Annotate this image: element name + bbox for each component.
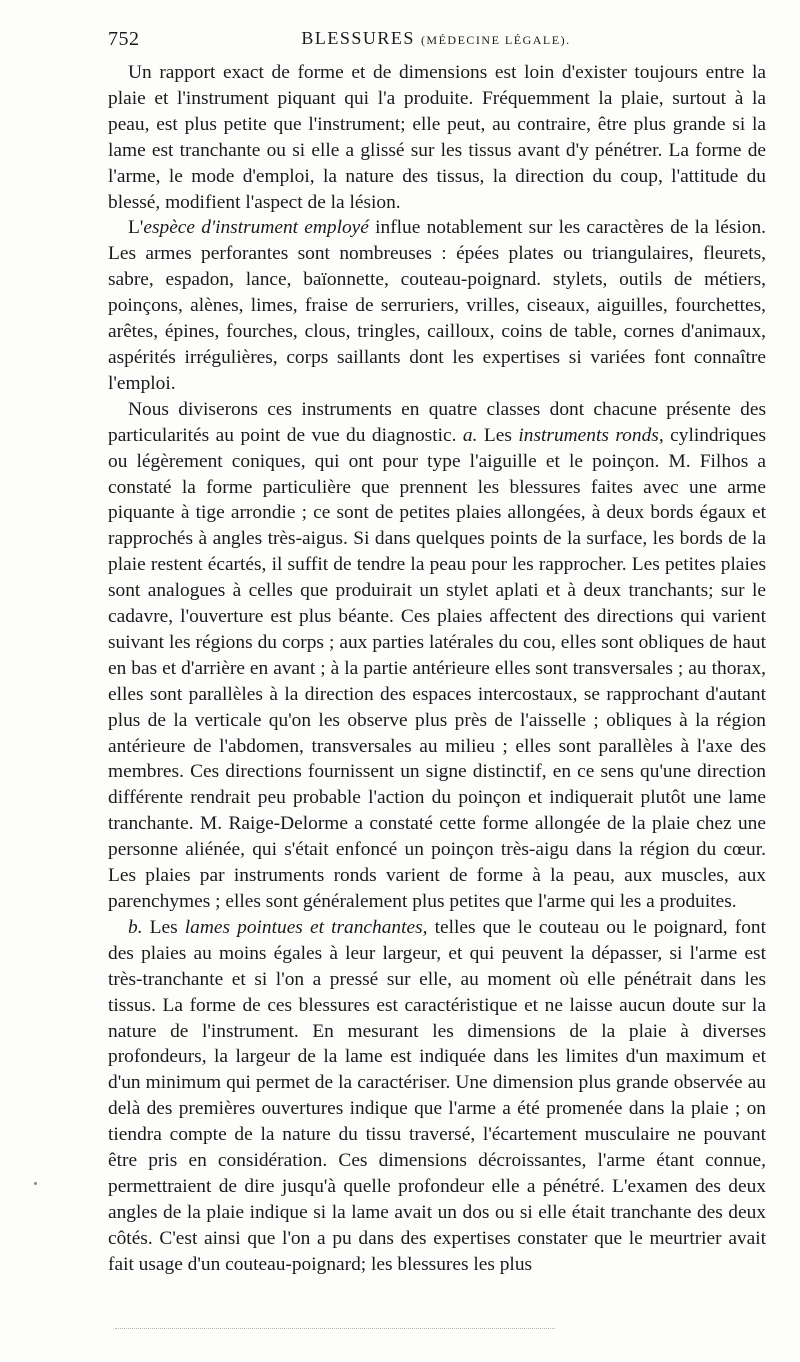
text-run: Un rapport exact de forme et de dimensions est loin d'exister toujours entre la plaie et l'instrument piquant qui l'a produite. Fréquemment la plaie, surtout à la peau, est plus petite que l'instrument; elle peut, au contraire, être plus grande si la lame est tranchante ou si elle a glissé sur les tissus avant d'y pénétrer. La forme de l'arme, le mode d'emploi, la nature des tissus, la direction du coup, l'attitude du blessé, modifient l'aspect de la lésion. bbox=[108, 62, 766, 213]
italic-run: a. bbox=[462, 424, 478, 446]
italic-run: lames pointues et tranchantes, bbox=[184, 916, 428, 938]
text-run: Nous diviserons ces instruments en quatre classes dont chacune présente des particularités au point de vue du diagnostic. bbox=[108, 398, 766, 446]
italic-run: espèce d'instrument employé bbox=[143, 217, 369, 239]
footer-rule bbox=[115, 1328, 555, 1329]
text-run: Les bbox=[142, 916, 185, 938]
text-run: Les bbox=[477, 424, 519, 446]
text-run: influe notablement sur les caractères de la lésion. Les armes perforantes sont nombreuses : épées plates ou triangulaires, fleurets, sabre, espadon, lance, baïonnette, couteau-poignard. stylets, outils de métiers, poinçons, alènes, limes, fraise de serruriers, vrilles, ciseaux, aiguilles, fourchettes, arêtes, épines, fourches, clous, tringles, cailloux, coins de table, cornes d'animaux, aspérités irrégulières, corps saillants dont les expertises si variées font connaître l'emploi. bbox=[108, 217, 766, 394]
paragraph-lames-tranchantes bbox=[108, 915, 766, 1278]
margin-speck bbox=[34, 1182, 37, 1185]
text-run: telles que le couteau ou le poignard, font des plaies au moins égales à leur largeur, et qui peuvent la dépasser, si l'arme est très-tranchante et si l'on a pressé sur elle, au moment où elle pénétrait dans les tissus. La forme de ces blessures est caractéristique et ne laisse aucun doute sur la nature de l'instrument. En mesurant les dimensions de la plaie à diverses profondeurs, la largeur de la lame est indiquée dans les limites d'un maximum et d'un minimum qui permet de la caractériser. Une dimension plus grande observée au delà des premières ouvertures indique que l'arme a été promenée dans la plaie ; on tiendra compte de la nature du tissu traversé, l'écartement musculaire ne pouvant être pris en considération. Ces dimensions décroissantes, l'arme étant connue, permettraient de dire jusqu'à quelle profondeur elle a pénétré. L'examen des deux angles de la plaie indique si la lame avait un dos ou si elle était tranchante des deux côtés. C'est ainsi que l'on a pu dans des expertises constater que le meurtrier avait fait usage d'un couteau-poignard; les blessures les plus bbox=[108, 916, 767, 1275]
italic-run: b. bbox=[128, 916, 143, 938]
running-title-subtitle: (MÉDECINE LÉGALE). bbox=[420, 33, 571, 47]
page-header bbox=[108, 28, 764, 56]
page-number: 752 bbox=[108, 28, 140, 50]
running-title bbox=[108, 28, 764, 49]
paragraph-instruments-ronds bbox=[108, 397, 766, 915]
text-run: L' bbox=[128, 217, 144, 239]
paragraph-espece-instrument bbox=[108, 215, 766, 396]
text-run: cylindriques ou légèrement coniques, qui ont pour type l'aiguille et le poinçon. M. Filhos a constaté la forme particulière que prennent les blessures faites avec une arme piquante à tige arrondie ; ce sont de petites plaies allongées, à deux bords égaux et rapprochés à angles très-aigus. Si dans quelques points de la surface, les bords de la plaie restent écartés, il suffit de tendre la peau pour les rapprocher. Les petites plaies sont analogues à celles que produirait un stylet aplati et à deux tranchants; sur le cadavre, l'ouverture est plus béante. Ces plaies affectent des directions qui varient suivant les régions du corps ; aux parties latérales du cou, elles sont obliques de haut en bas et d'arrière en avant ; à la partie antérieure elles sont transversales ; au thorax, elles sont parallèles à la direction des espaces intercostaux, se rapprochant d'autant plus de la verticale qu'on les observe plus près de l'aisselle ; obliques à la région antérieure de l'abdomen, transversales au milieu ; elles sont parallèles à l'axe des membres. Ces directions fournissent un signe distinctif, en ce sens qu'une direction différente rendrait peu probable l'action du poinçon et indiquerait plutôt une lame tranchante. M. Raige-Delorme a constaté cette forme allongée de la plaie chez une personne aliénée, qui s'était enfoncé un poinçon très-aigu dans la région du cœur. Les plaies par instruments ronds varient de forme à la peau, aux muscles, aux parenchymes ; elles sont généralement plus petites que l'arme qui les a produites. bbox=[108, 424, 766, 912]
body-text bbox=[108, 60, 766, 1278]
italic-run: instruments ronds, bbox=[518, 424, 664, 446]
running-title-main: BLESSURES bbox=[301, 28, 415, 48]
paragraph-plaie-instrument bbox=[108, 60, 766, 215]
